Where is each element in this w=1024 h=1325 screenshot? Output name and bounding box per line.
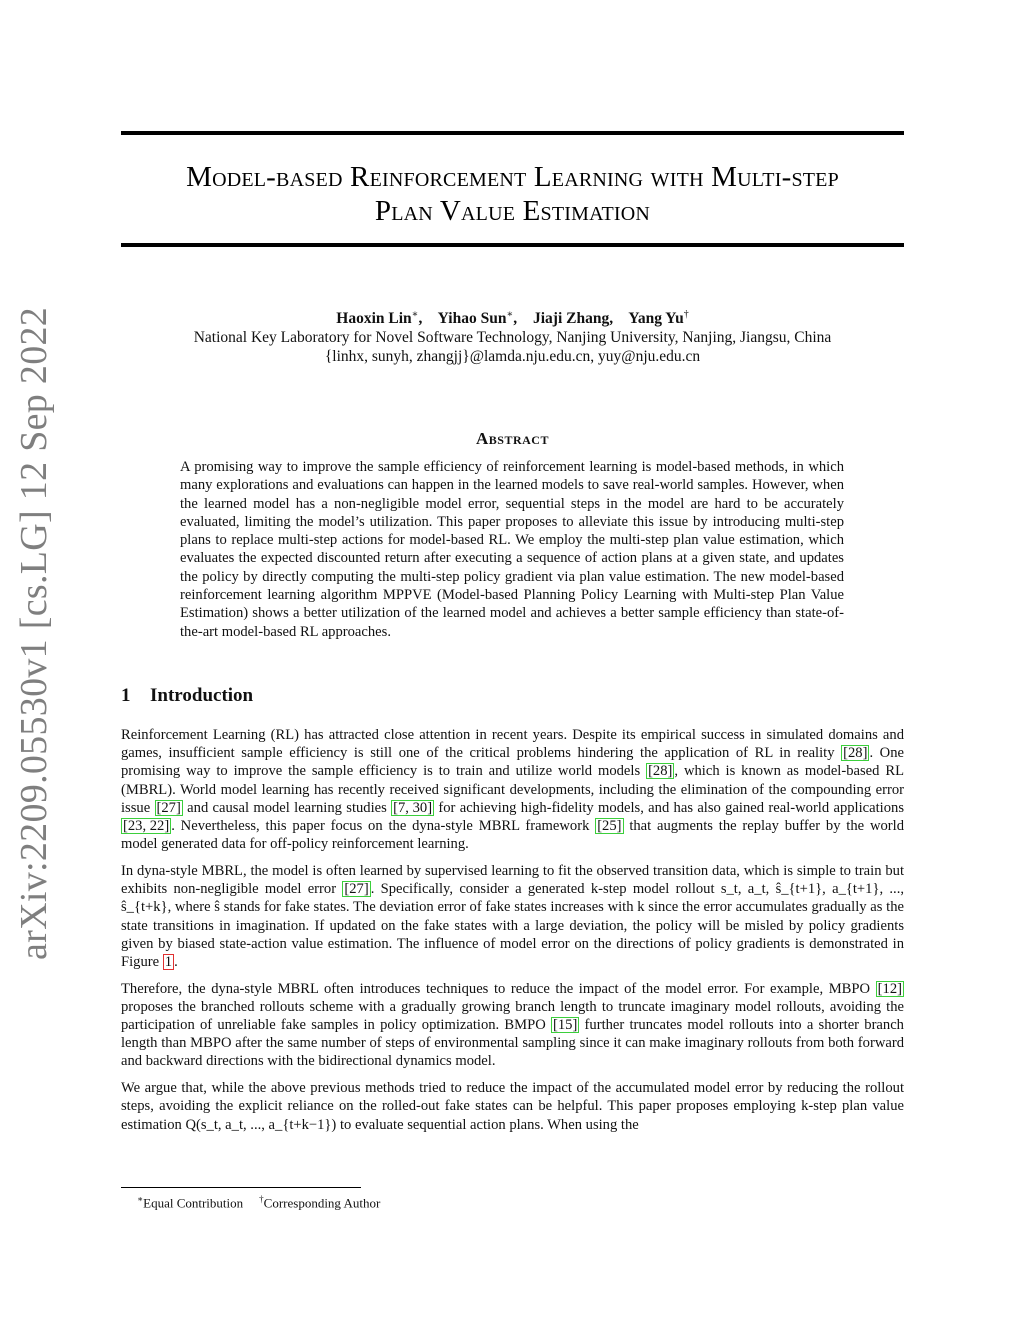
author-1: Haoxin Lin [336,310,412,328]
abstract-heading: Abstract [476,429,549,448]
title-top-rule [121,131,904,135]
footnote-equal-contribution: Equal Contribution [143,1195,244,1211]
paper-title [121,160,904,228]
emails: {linhx, sunyh, zhangjj}@lamda.nju.edu.cn, yuy@nju.edu.cn [324,348,701,366]
section-number: 1 [121,685,131,706]
algorithm-acronym-expansion: Model-based Planning Policy Learning with Multi-step Plan Value Estimation [180,587,845,622]
footnote-rule [121,1187,361,1188]
citation-link[interactable]: [23, 22] [123,818,170,835]
title-bottom-rule [121,243,904,247]
footnote-corresponding-author: Corresponding Author [263,1195,381,1211]
author-2: Yihao Sun [437,310,507,328]
title-line-2: Plan Value Estimation [374,195,651,227]
citation-link[interactable]: [7, 30] [393,799,433,816]
affiliation: National Key Laboratory for Novel Software Technology, Nanjing University, Nanjing, Jiangsu, China [193,329,832,347]
citation-link[interactable]: [27] [344,881,369,898]
citation-link[interactable]: [25] [597,818,622,835]
section-title: Introduction [150,685,254,706]
citation-link[interactable]: [27] [156,799,181,816]
author-4: Yang Yu [628,310,684,328]
figure-reference-link[interactable]: 1 [164,953,173,970]
citation-link[interactable]: [12] [877,980,902,997]
introduction-body [121,726,904,1142]
paragraph: We argue that, while the above previous methods tried to reduce the impact of the accumulated model error by reducing the rollout steps, avoiding the explicit reliance on the rolled-out fake states can be helpful. This paper proposes employing k-step plan value estimation Q(s_t, a_t, ..., a_{t+k−1}) to evaluate sequential action plans. When using the [121,1080,904,1133]
section-heading-introduction [121,685,253,707]
citation-link[interactable]: [15] [553,1017,578,1034]
paragraph: Reinforcement Learning (RL) has attracted close attention in recent years. Despite its empirical success in simulated domains and games, insufficient sample efficiency is still one of the critical problems hindering the application of RL in reality [28] . One promising way to improve the sample efficiency is to train and utilize world models [28] , which is known as model-based RL (MBRL). World model learning has recently received significant developments, including the elimination of the compounding error issue [27] and causal model learning studies [7, 30] for achieving high-fidelity models, and has also gained real-world applications [23, 22] . Nevertheless, this paper focus on the dyna-style MBRL framework [25] that augments the replay buffer by the world model generated data for off-policy reinforcement learning. [121,727,905,853]
arxiv-identifier: arXiv:2209.05530v1 [cs.LG] 12 Sep 2022 [13,306,55,960]
author-block [121,305,904,366]
paragraph: Therefore, the dyna-style MBRL often introduces techniques to reduce the impact of the model error. For example, MBPO [12] proposes the branched rollouts scheme with a gradually growing branch length to truncate imaginary model rollouts, avoiding the participation of unreliable fake samples in policy optimization. BMPO [15] further truncates model rollouts into a shorter branch length than MBPO after the same number of steps of environmental sampling since it can make imaginary rollouts from both forward and backward directions with the bidirectional dynamics model. [121,980,904,1070]
title-line-1: Model-based Reinforcement Learning with Multi-step [186,161,839,193]
citation-link[interactable]: [28] [843,745,868,762]
footnotes: ∗Equal Contribution †Corresponding Author [137,1194,381,1211]
author-names: Haoxin Lin∗, Yihao Sun∗, Jiaji Zhang, Yang Yu† [336,309,689,328]
paragraph: In dyna-style MBRL, the model is often learned by supervised learning to fit the observed transition data, which is simple to train but exhibits non-negligible model error [27] . Specifically, consider a generated k-step model rollout s_t, a_t, ŝ_{t+1}, a_{t+1}, ..., ŝ_{t+k}, where ŝ stands for fake states. The deviation error of fake states increases with k since the error accumulates gradually as the state transitions in imagination. If updated on the fake states with a large deviation, the policy will be misled by policy gradients given by biased state-action value estimation. The influence of model error on the directions of policy gradients is demonstrated in Figure 1 . [121,862,904,970]
abstract-text: A promising way to improve the sample efficiency of reinforcement learning is model-based methods, in which many explorations and evaluations can happen in the learned models to save real-world samples. However, when the learned model has a non-negligible model error, sequential steps in the model are hard to be accurately evaluated, limiting the model’s utilization. This paper proposes to alleviate this issue by introducing multi-step plans to replace multi-step actions for model-based RL. We employ the multi-step plan value estimation, which evaluates the expected discounted return after executing a sequence of action plans at a given state, and updates the policy by directly computing the multi-step policy gradient via plan value estimation. The new model-based reinforcement learning algorithm MPPVE (Model-based Planning Policy Learning with Multi-step Plan Value Estimation) shows a better utilization of the learned model and achieves a better sample efficiency than state-of-the-art model-based RL approaches. [180,459,845,640]
author-3: Jiaji Zhang, [532,310,614,328]
citation-link[interactable]: [28] [648,763,673,780]
